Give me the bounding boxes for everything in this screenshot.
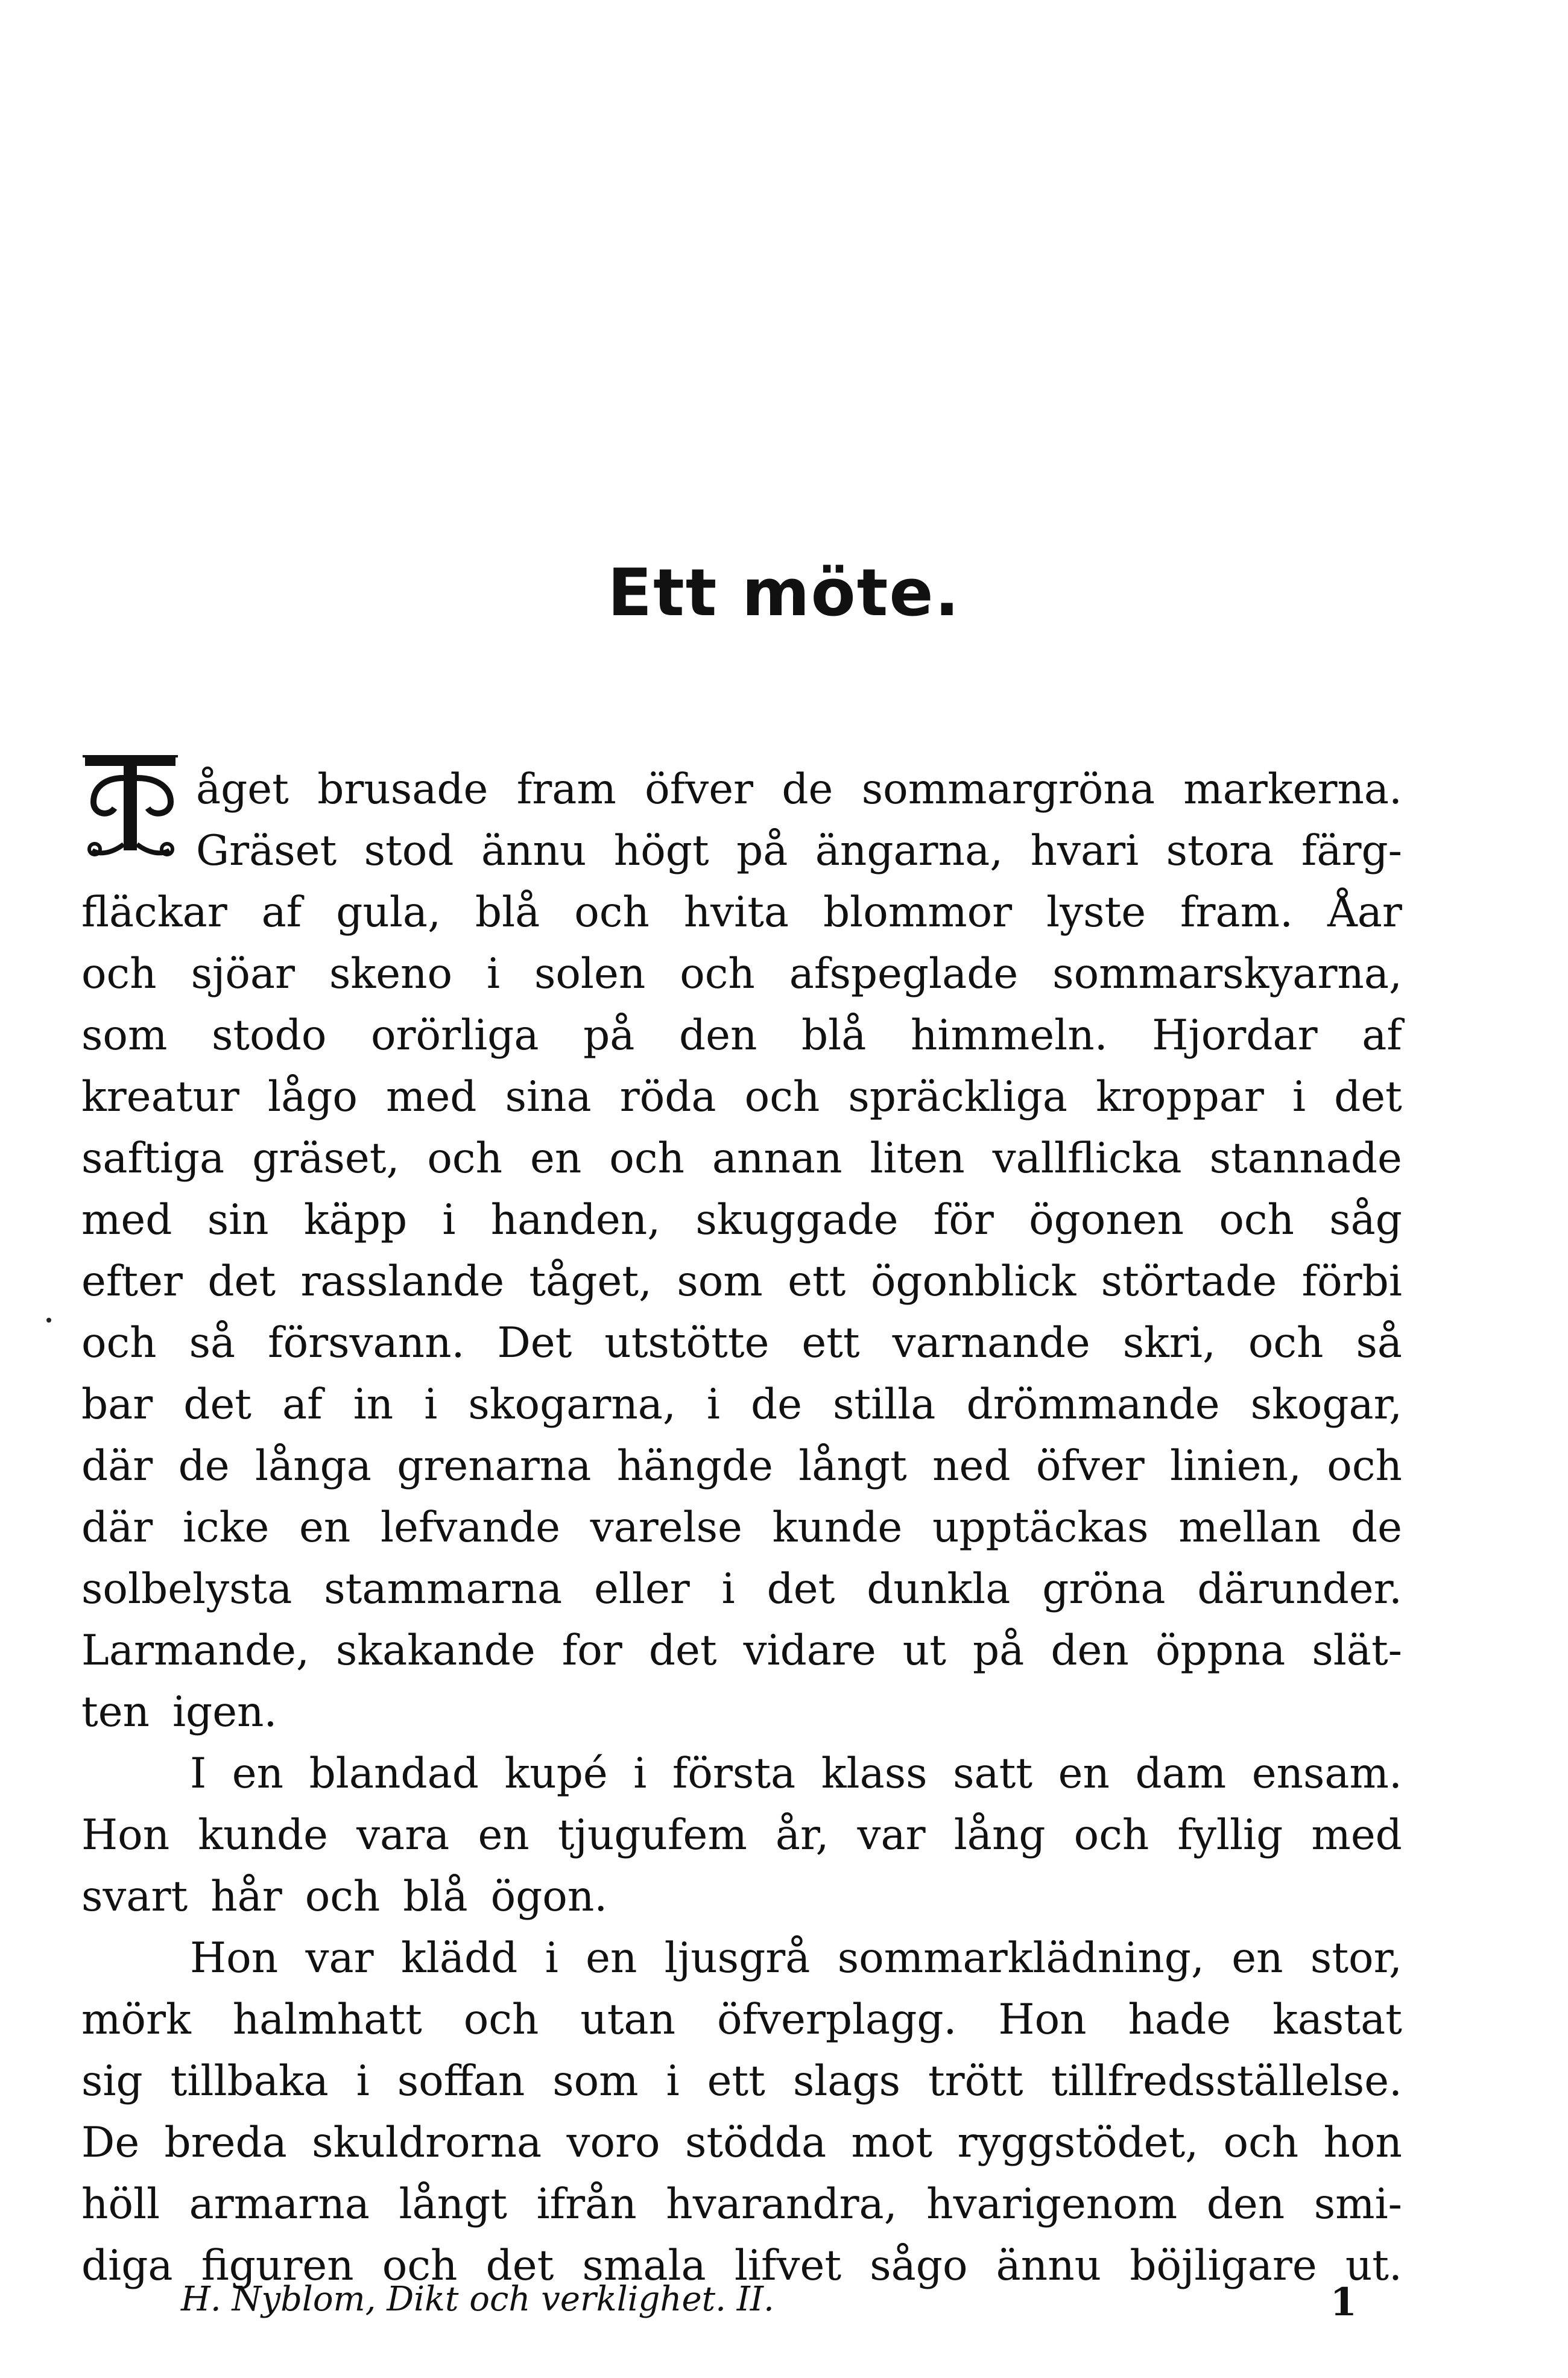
text-line: mörk halmhatt och utan öfverplagg. Hon hade kastat bbox=[81, 1996, 1402, 2044]
text-line: diga figuren och det smala lifvet sågo ännu böjligare ut. bbox=[81, 2242, 1402, 2290]
text-line: Gräset stod ännu högt på ängarna, hvari stora färg- bbox=[196, 827, 1402, 875]
text-line: med sin käpp i handen, skuggade för ögonen och såg bbox=[81, 1196, 1402, 1244]
text-line: fläckar af gula, blå och hvita blommor lyste fram. Åar bbox=[81, 888, 1402, 937]
text-line: sig tillbaka i soffan som i ett slags trött tillfredsställelse. bbox=[81, 2057, 1402, 2105]
text-line: och sjöar skeno i solen och afspeglade sommarskyarna, bbox=[81, 950, 1402, 998]
text-line: där icke en lefvande varelse kunde upptäckas mellan de bbox=[81, 1504, 1402, 1552]
print-speck bbox=[46, 1318, 51, 1323]
text-line: I en blandad kupé i första klass satt en dam ensam. bbox=[190, 1750, 1402, 1798]
text-line: Hon var klädd i en ljusgrå sommarklädning, en stor, bbox=[190, 1934, 1402, 1982]
text-line: solbelysta stammarna eller i det dunkla gröna därunder. bbox=[81, 1565, 1402, 1613]
footer-signature: H. Nyblom, Dikt och verklighet. II. bbox=[181, 2280, 774, 2319]
page-number: 1 bbox=[1330, 2280, 1357, 2325]
text-line: De breda skuldrorna voro stödda mot ryggstödet, och hon bbox=[81, 2119, 1402, 2167]
text-line: ten igen. bbox=[81, 1688, 277, 1736]
text-line: svart hår och blå ögon. bbox=[81, 1873, 608, 1921]
text-line: bar det af in i skogarna, i de stilla drömmande skogar, bbox=[81, 1380, 1402, 1429]
text-line: som stodo orörliga på den blå himmeln. Hjordar af bbox=[81, 1011, 1402, 1060]
text-line: saftiga gräset, och en och annan liten vallflicka stannade bbox=[81, 1134, 1402, 1183]
text-line: höll armarna långt ifrån hvarandra, hvarigenom den smi- bbox=[81, 2180, 1402, 2228]
page-footer bbox=[181, 2280, 1357, 2325]
text-line: Hon kunde vara en tjugufem år, var lång och fyllig med bbox=[81, 1811, 1402, 1859]
text-line: Larmande, skakande for det vidare ut på den öppna slät- bbox=[81, 1627, 1402, 1675]
text-line: efter det rasslande tåget, som ett ögonblick störtade förbi bbox=[81, 1257, 1402, 1306]
text-line: kreatur lågo med sina röda och spräckliga kroppar i det bbox=[81, 1073, 1402, 1121]
page-title: Ett möte. bbox=[607, 555, 961, 631]
text-line: åget brusade fram öfver de sommargröna markerna. bbox=[196, 765, 1402, 814]
body-text bbox=[81, 759, 1402, 2297]
text-line: och så försvann. Det utstötte ett varnande skri, och så bbox=[81, 1319, 1402, 1367]
text-line: där de långa grenarna hängde långt ned öfver linien, och bbox=[81, 1442, 1402, 1490]
